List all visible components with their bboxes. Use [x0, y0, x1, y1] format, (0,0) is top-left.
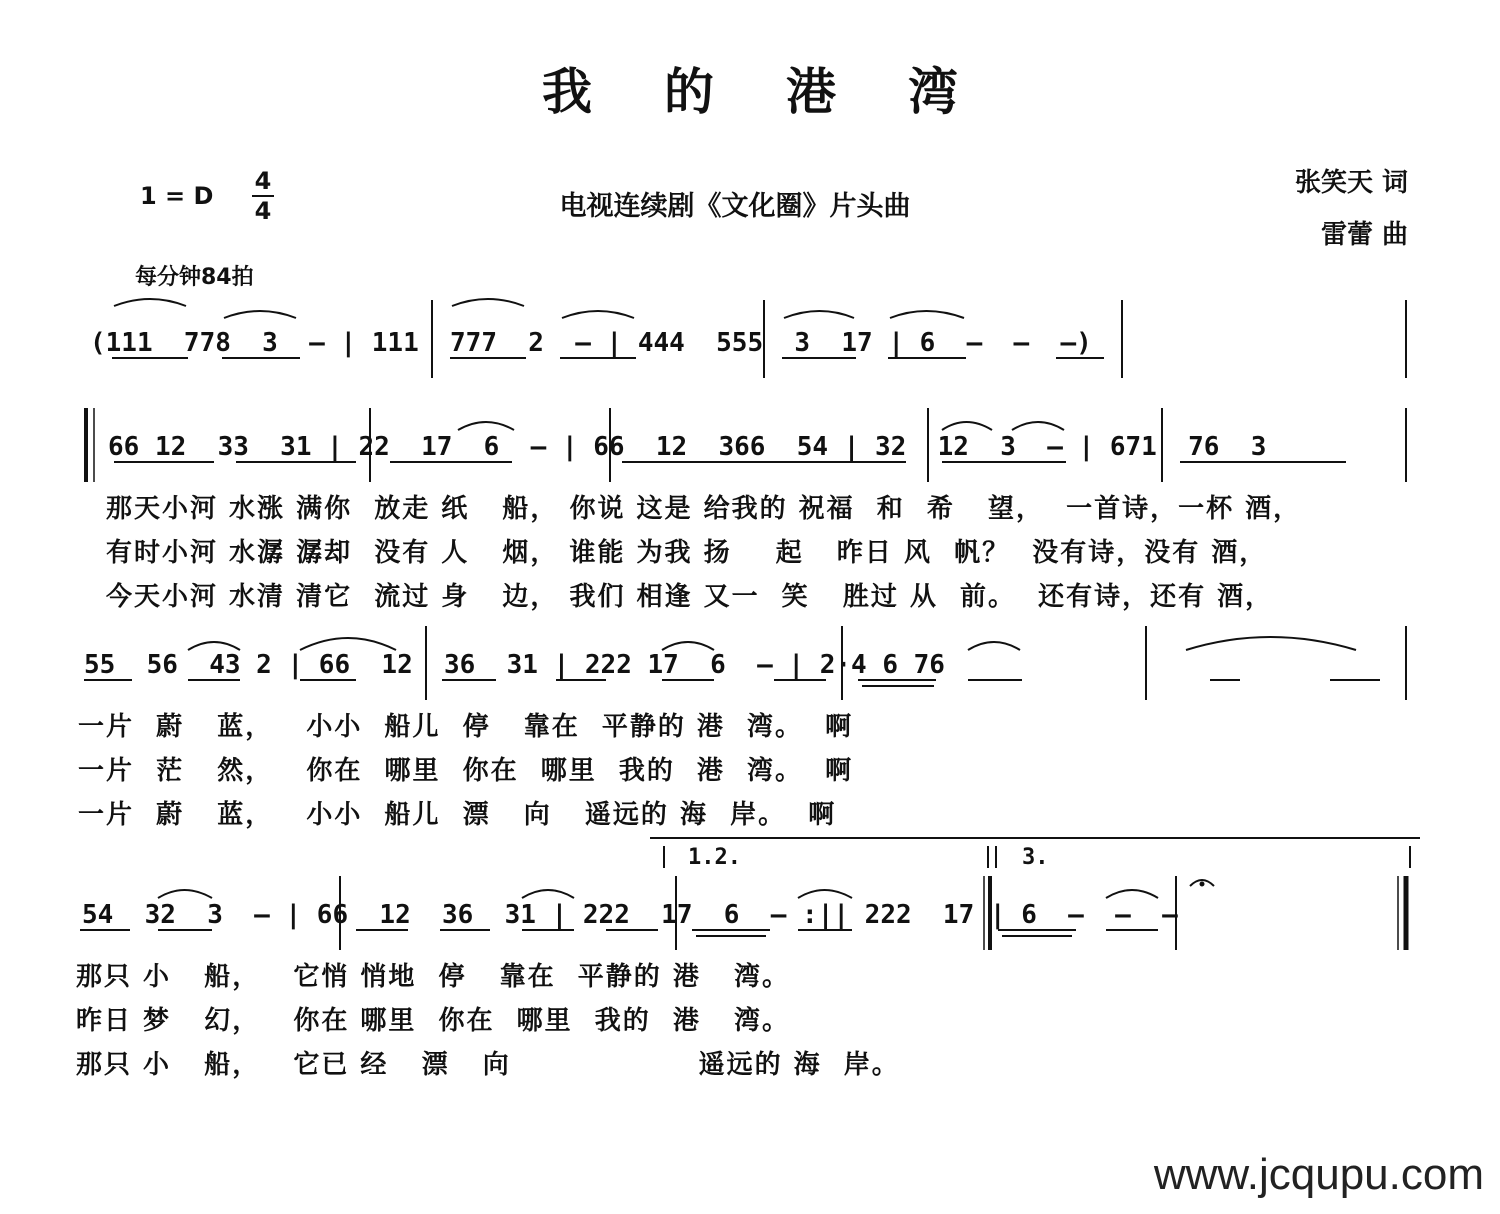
watermark: www.jcqupu.com [1153, 1150, 1484, 1199]
triplet-bracket [452, 299, 524, 306]
slur [662, 642, 714, 650]
fermata-dot [1200, 882, 1205, 887]
slur [1186, 637, 1356, 650]
time-signature-bottom: 4 [254, 197, 272, 225]
slur [300, 638, 396, 650]
triplet-bracket [890, 311, 964, 318]
slur [798, 890, 852, 898]
slur [458, 422, 514, 430]
lyrics-verse-3-row-2: 今天小河 水清 清它 流过 身 边， 我们 相逢 又一 笑 胜过 从 前。 还有诗，还有 酒， [106, 582, 1274, 612]
subtitle: 电视连续剧《文化圈》片头曲 [559, 191, 911, 222]
volta-3-label: 3. [1022, 845, 1049, 870]
lyrics-verse-2-row-3: 一片 茫 然， 你在 哪里 你在 哪里 我的 港 湾。 啊 [78, 756, 854, 786]
score-row-1: (111 778 3 — | 111 777 2 — | 444 555 3 17 | 6 — — —) [90, 328, 1092, 358]
score-row-4: 54 32 3 — | 66 12 36 31 | 222 17 6 — :|| 222 17 | 6 — — — [82, 900, 1178, 930]
triplet-bracket [114, 299, 186, 306]
slur [1012, 422, 1064, 430]
slur [522, 890, 574, 898]
volta-1-2-label: 1.2. [688, 845, 741, 870]
slur [158, 890, 212, 898]
key-signature: 1 = D [140, 182, 214, 210]
score-row-2: 66 12 33 31 | 22 17 6 — | 66 12 366 54 | 32 12 3 — | 671 76 3 [108, 432, 1267, 462]
lyrics-verse-1-row-2: 那天小河 水涨 满你 放走 纸 船， 你说 这是 给我的 祝福 和 希 望， 一首诗，一杯 酒， [106, 494, 1302, 524]
lyrics-verse-2-row-4: 昨日 梦 幻， 你在 哪里 你在 哪里 我的 港 湾。 [76, 1006, 790, 1036]
slur [942, 422, 992, 430]
slur [1106, 890, 1158, 898]
lyrics-verse-2-row-2: 有时小河 水潺 潺却 没有 人 烟， 谁能 为我 扬 起 昨日 风 帆？ 没有诗，没有 酒， [106, 538, 1268, 568]
tempo-marking: 每分钟84拍 [135, 265, 254, 290]
lyrics-verse-3-row-4: 那只 小 船， 它已 经 漂 向 遥远的 海 岸。 [76, 1050, 900, 1080]
composer-credit: 雷蕾 曲 [1320, 220, 1408, 250]
lyrics-verse-3-row-3: 一片 蔚 蓝， 小小 船儿 漂 向 遥远的 海 岸。 啊 [78, 800, 837, 830]
slur [188, 642, 240, 650]
score-row-3: 55 56 43 2 | 66 12 36 31 | 222 17 6 — | 2·4 6 76 [84, 650, 945, 680]
song-title: 我的港湾 [542, 62, 1030, 121]
lyrics-verse-1-row-3: 一片 蔚 蓝， 小小 船儿 停 靠在 平静的 港 湾。 啊 [78, 712, 854, 742]
lyricist-credit: 张笑天 词 [1294, 168, 1408, 198]
triplet-bracket [562, 311, 634, 318]
lyrics-verse-1-row-4: 那只 小 船， 它悄 悄地 停 靠在 平静的 港 湾。 [76, 962, 790, 992]
slur [968, 642, 1020, 650]
time-signature-top: 4 [254, 167, 272, 195]
triplet-bracket [784, 311, 854, 318]
triplet-bracket [224, 311, 296, 318]
